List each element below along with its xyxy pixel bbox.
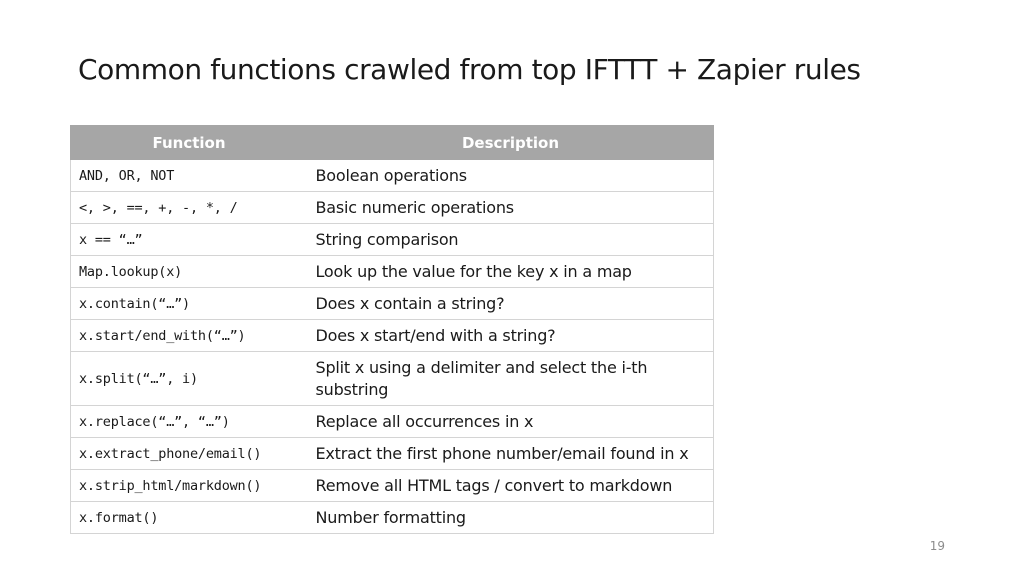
function-cell: x.strip_html/markdown() xyxy=(71,470,308,502)
table-header-row xyxy=(71,126,714,160)
function-cell: x.extract_phone/email() xyxy=(71,438,308,470)
description-cell: Remove all HTML tags / convert to markdown xyxy=(308,470,714,502)
function-cell: x.contain(“…”) xyxy=(71,288,308,320)
table-row xyxy=(71,192,714,224)
page-number: 19 xyxy=(929,539,945,553)
table-row xyxy=(71,406,714,438)
description-cell: Number formatting xyxy=(308,502,714,534)
slide-title: Common functions crawled from top IFTTT + Zapier rules xyxy=(78,53,861,86)
description-cell: Does x start/end with a string? xyxy=(308,320,714,352)
description-cell: Extract the first phone number/email found in x xyxy=(308,438,714,470)
table-row xyxy=(71,160,714,192)
header-description: Description xyxy=(308,126,714,160)
table-row xyxy=(71,438,714,470)
table-row xyxy=(71,470,714,502)
function-cell: x.format() xyxy=(71,502,308,534)
function-cell: AND, OR, NOT xyxy=(71,160,308,192)
function-cell: x == “…” xyxy=(71,224,308,256)
description-cell: String comparison xyxy=(308,224,714,256)
table-row xyxy=(71,224,714,256)
description-cell: Replace all occurrences in x xyxy=(308,406,714,438)
description-cell: Boolean operations xyxy=(308,160,714,192)
table-row xyxy=(71,352,714,406)
table-row xyxy=(71,288,714,320)
table-row xyxy=(71,256,714,288)
description-cell: Basic numeric operations xyxy=(308,192,714,224)
functions-table xyxy=(70,125,714,534)
function-cell: x.start/end_with(“…”) xyxy=(71,320,308,352)
table-row xyxy=(71,502,714,534)
description-cell: Does x contain a string? xyxy=(308,288,714,320)
function-cell: Map.lookup(x) xyxy=(71,256,308,288)
header-function: Function xyxy=(71,126,308,160)
description-cell: Split x using a delimiter and select the i-th substring xyxy=(308,352,714,406)
table-row xyxy=(71,320,714,352)
function-cell: x.replace(“…”, “…”) xyxy=(71,406,308,438)
function-cell: x.split(“…”, i) xyxy=(71,352,308,406)
description-cell: Look up the value for the key x in a map xyxy=(308,256,714,288)
function-cell: <, >, ==, +, -, *, / xyxy=(71,192,308,224)
